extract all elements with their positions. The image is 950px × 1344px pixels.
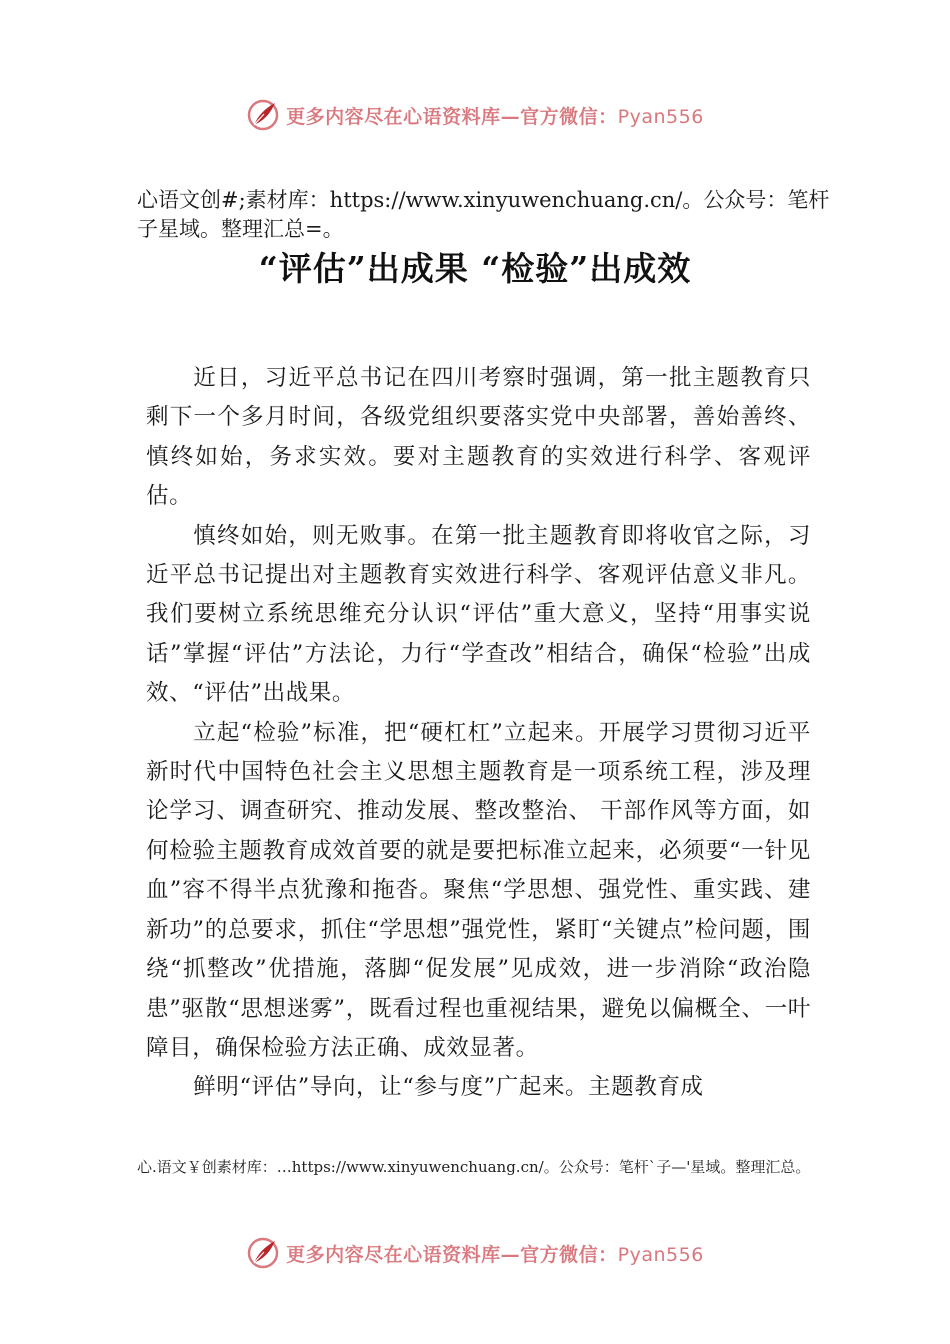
source-footer: 心.语文￥创素材库：…https://www.xinyuwenchuang.cn/。公众号：笔杆`子—'星域。整理汇总。: [137, 1158, 811, 1176]
feather-pen-icon: [246, 98, 280, 132]
paragraph: 立起“检验”标准，把“硬杠杠”立起来。开展学习贯彻习近平新时代中国特色社会主义思想主题教育是一项系统工程，涉及理论学习、调查研究、推动发展、整改整治、 干部作风等方面，如何检验主题教育成效首要的就是要把标准立起来，必须要“一针见血”容不得半点犹豫和拖沓。聚焦“学思想、强党性、重实践、建新功”的总要求，抓住“学思想”强党性，紧盯“关键点”检问题，围绕“抓整改”优措施，落脚“促发展”见成效，进一步消除“政治隐患”驱散“思想迷雾”，既看过程也重视结果，避免以偏概全、一叶障目，确保检验方法正确、成效显著。: [146, 719, 811, 1061]
source-header: 心语文创#;素材库：https://www.xinyuwenchuang.cn/。公众号：笔杆子星域。整理汇总=。: [137, 188, 830, 241]
footer-banner: [0, 1233, 950, 1273]
paragraph: 慎终如始，则无败事。在第一批主题教育即将收官之际，习近平总书记提出对主题教育实效进行科学、客观评估意义非凡。我们要树立系统思维充分认识“评估”重大意义，坚持“用事实说话”掌握“评估”方法论，力行“学查改”相结合，确保“检验”出成效、“评估”出战果。: [146, 522, 811, 707]
feather-pen-icon: [246, 1236, 280, 1270]
banner-text: 更多内容尽在心语资料库—官方微信：Pyan556: [286, 1243, 704, 1266]
paragraph: 近日，习近平总书记在四川考察时强调，第一批主题教育只剩下一个多月时间，各级党组织要落实党中央部署，善始善终、慎终如始，务求实效。要对主题教育的实效进行科学、客观评估。: [146, 365, 811, 510]
header-banner: [0, 95, 950, 135]
article-title: “评估”出成果 “检验”出成效: [258, 249, 692, 288]
banner-text: 更多内容尽在心语资料库—官方微信：Pyan556: [286, 105, 704, 128]
article-body: [146, 359, 811, 1108]
paragraph: 鲜明“评估”导向，让“参与度”广起来。主题教育成: [193, 1074, 704, 1101]
